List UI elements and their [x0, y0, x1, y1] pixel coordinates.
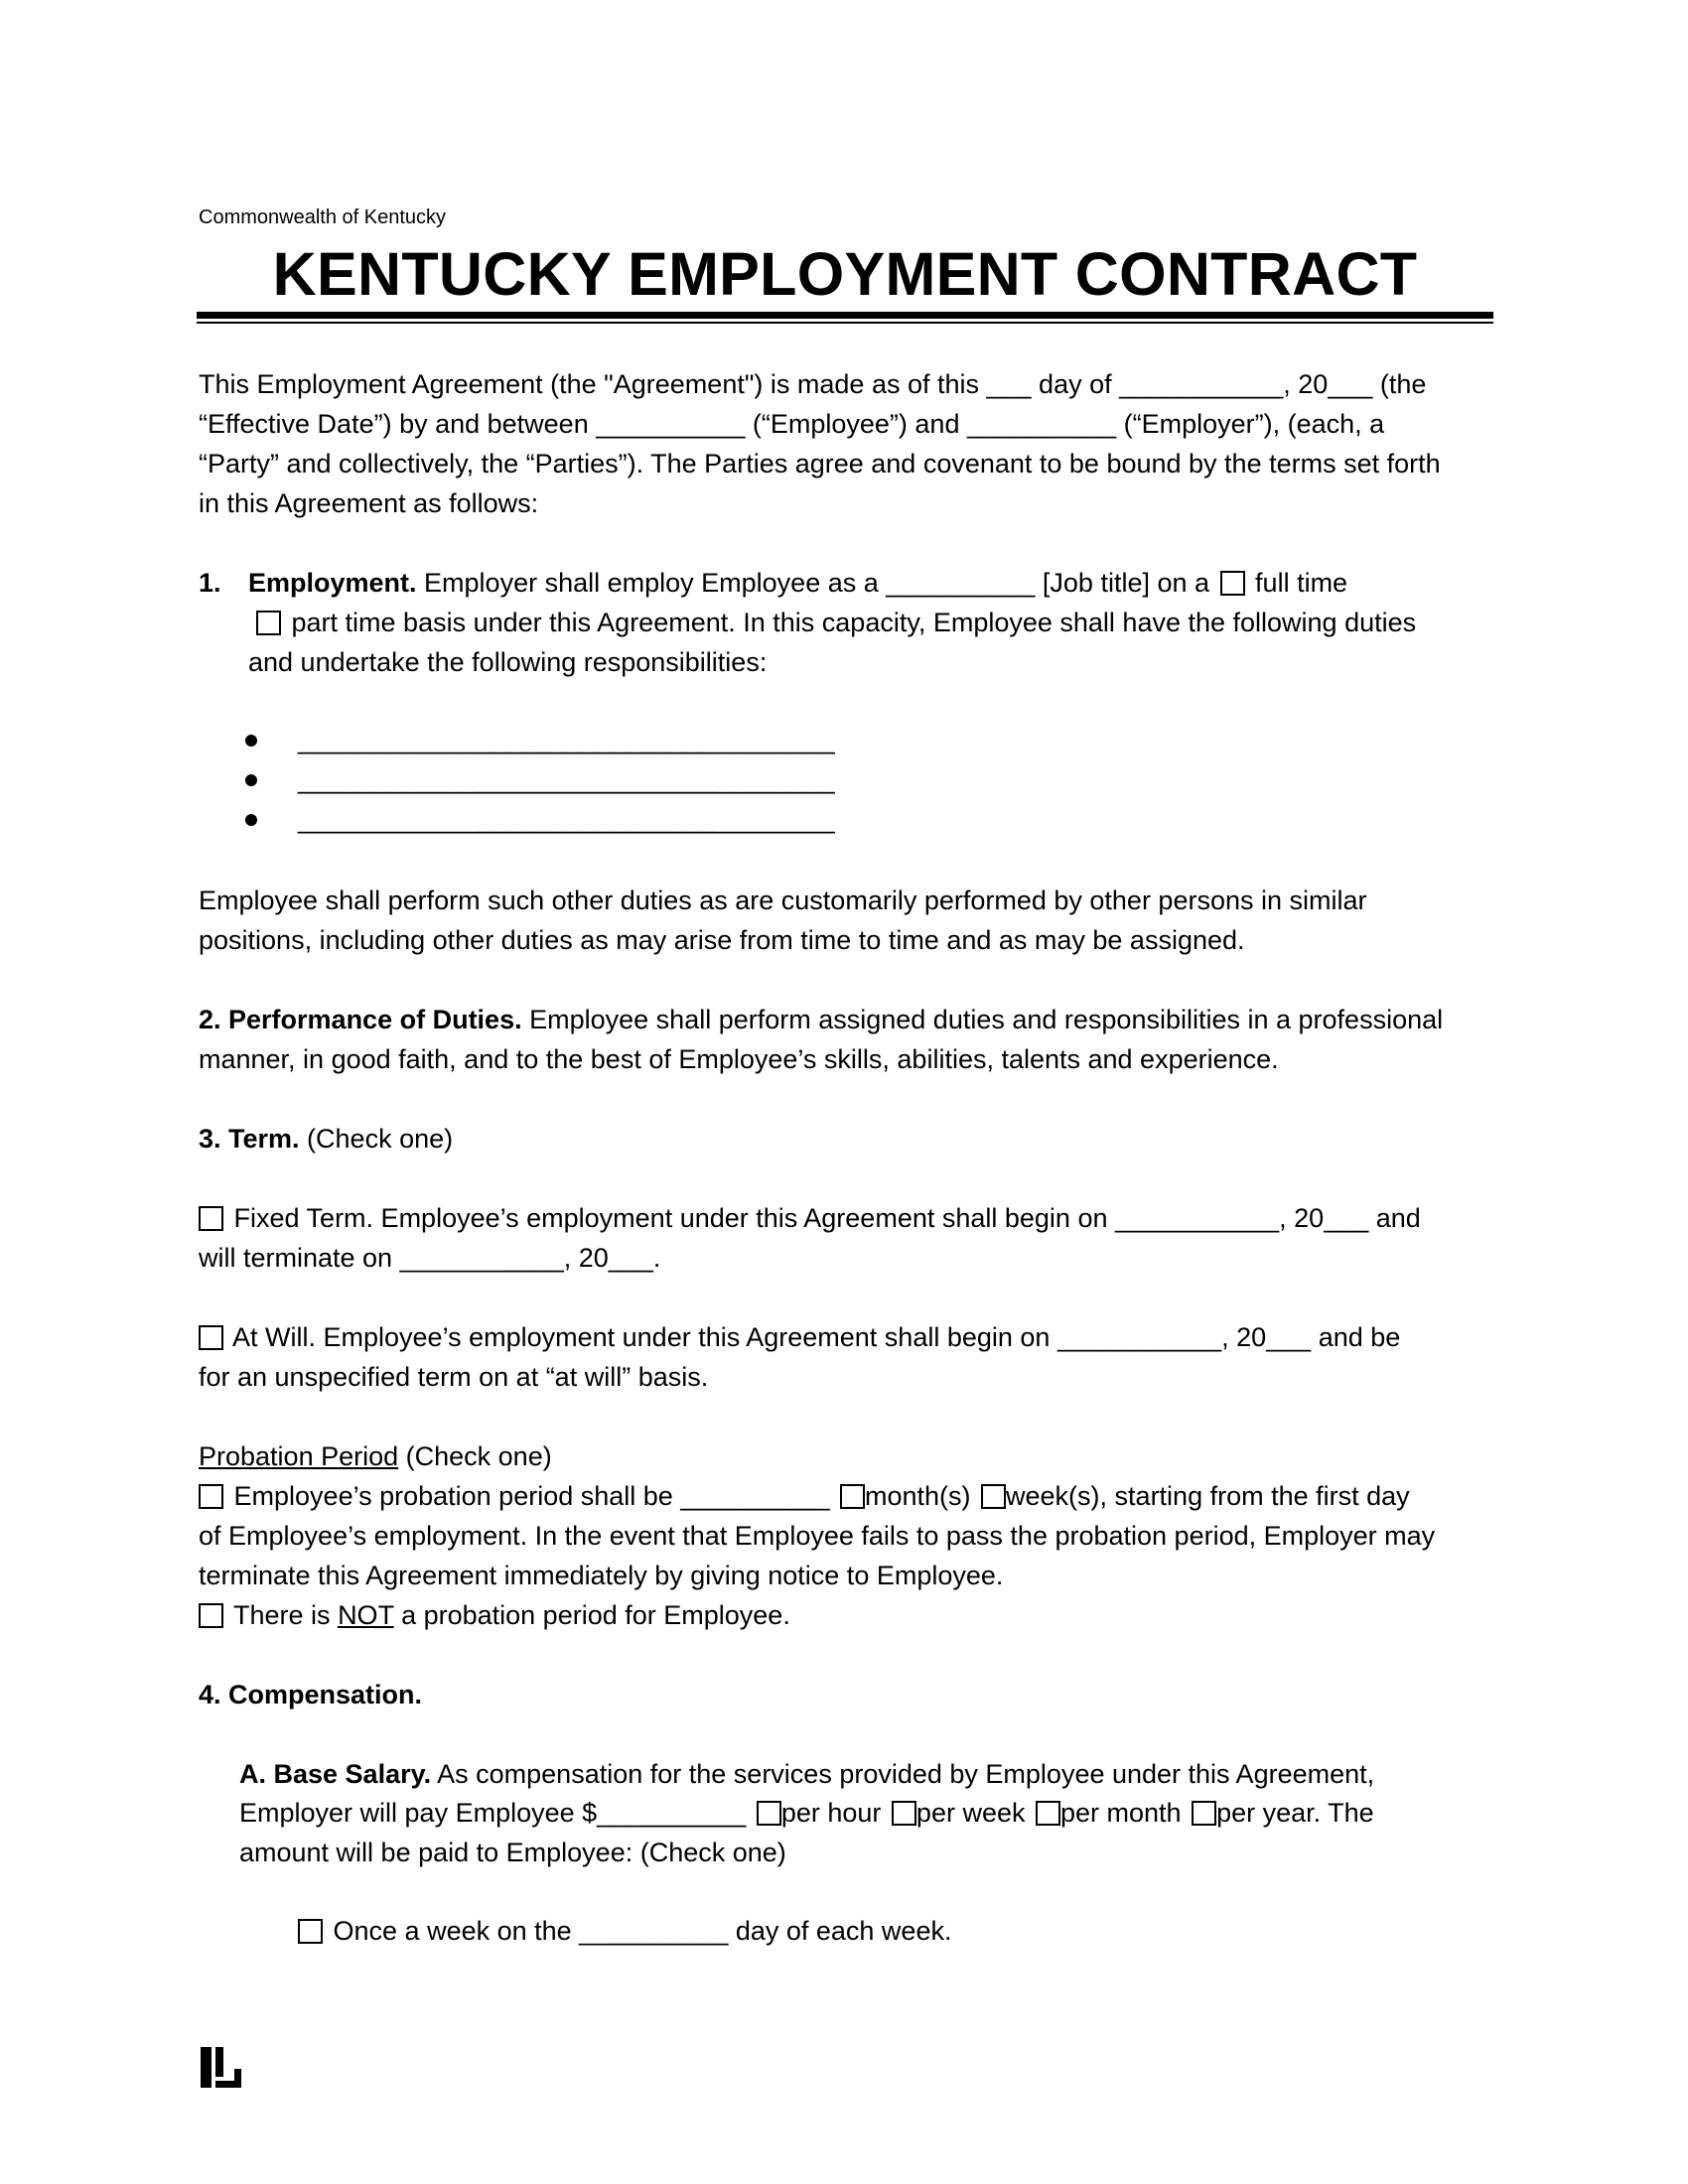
- section-1-line: [253, 603, 1416, 642]
- intro-line: “Effective Date”) by and between __________ (“Employee”) and __________ (“Employer”), (each, a: [199, 409, 1385, 439]
- section-2-line: [199, 1000, 1443, 1039]
- per-year-checkbox[interactable]: [1192, 1801, 1216, 1826]
- probation-months-checkbox[interactable]: [840, 1484, 865, 1509]
- intro-line: “Party” and collectively, the “Parties”). The Parties agree and covenant to be bound by the terms set forth: [199, 449, 1441, 478]
- fixed-term-checkbox[interactable]: [199, 1206, 223, 1231]
- fixed-term-text: Fixed Term. Employee’s employment under this Agreement shall begin on ___________, 20___ and: [233, 1203, 1421, 1233]
- jurisdiction-label: Commonwealth of Kentucky: [199, 206, 447, 228]
- base-salary-text: As compensation for the services provided by Employee under this Agreement,: [431, 1759, 1375, 1789]
- section-number: 1.: [199, 568, 221, 598]
- subsection-heading: A. Base Salary.: [239, 1759, 432, 1789]
- document-title: KENTUCKY EMPLOYMENT CONTRACT: [272, 240, 1418, 308]
- per-week-label: per week: [915, 1798, 1026, 1828]
- probation-line: terminate this Agreement immediately by giving notice to Employee.: [199, 1561, 1004, 1590]
- title-rule-thick: [197, 312, 1493, 319]
- section-1-line: and undertake the following responsibilities:: [248, 647, 768, 677]
- intro-line: in this Agreement as follows:: [199, 488, 539, 518]
- duty-blank[interactable]: ____________________________________: [298, 725, 835, 754]
- section-heading: 2. Performance of Duties.: [199, 1005, 522, 1034]
- section-3-heading-line: [199, 1119, 453, 1159]
- title-rule-thin: [197, 322, 1493, 324]
- section-heading: 4. Compensation.: [199, 1680, 423, 1709]
- weekly-text: Once a week on the __________ day of each week.: [333, 1916, 952, 1946]
- no-probation-text: There is: [233, 1600, 339, 1630]
- per-month-checkbox[interactable]: [1036, 1801, 1060, 1826]
- section-note: (Check one): [299, 1124, 454, 1154]
- probation-heading-line: [199, 1436, 552, 1476]
- full-time-checkbox[interactable]: [1220, 571, 1245, 596]
- section-text: Employer shall employ Employee as a __________ [Job title] on a: [416, 568, 1210, 598]
- probation-weeks-label: week(s), starting from the first day: [1006, 1481, 1410, 1511]
- probation-text: Employee’s probation period shall be __________: [233, 1481, 830, 1511]
- other-duties-line: positions, including other duties as may arise from time to time and as may be assigned.: [199, 925, 1245, 955]
- logo-icon: [201, 2047, 241, 2088]
- at-will-checkbox[interactable]: [199, 1325, 223, 1350]
- per-hour-label: per hour: [780, 1798, 882, 1828]
- intro-line: This Employment Agreement (the "Agreement") is made as of this ___ day of ___________, 20___ (the: [199, 369, 1427, 399]
- bullet-icon: [245, 814, 257, 826]
- duty-blank[interactable]: ____________________________________: [298, 764, 835, 794]
- weekly-payment-line: [298, 1911, 951, 1951]
- base-salary-line: [239, 1754, 1374, 1794]
- fixed-term-line: [199, 1198, 1421, 1238]
- bullet-icon: [245, 735, 257, 747]
- probation-heading: Probation Period: [199, 1441, 399, 1471]
- no-probation-text: a probation period for Employee.: [393, 1600, 790, 1630]
- per-hour-checkbox[interactable]: [757, 1801, 781, 1826]
- per-week-checkbox[interactable]: [892, 1801, 916, 1826]
- bullet-icon: [245, 774, 257, 786]
- other-duties-line: Employee shall perform such other duties as are customarily performed by other persons in similar: [199, 886, 1367, 915]
- probation-line: of Employee’s employment. In the event that Employee fails to pass the probation period, Employer may: [199, 1521, 1436, 1551]
- section-heading: Employment.: [248, 568, 417, 598]
- weekly-checkbox[interactable]: [298, 1919, 323, 1944]
- probation-months-label: month(s): [864, 1481, 971, 1511]
- at-will-line: for an unspecified term on at “at will” basis.: [199, 1362, 709, 1392]
- not-emphasis: NOT: [338, 1600, 394, 1630]
- base-salary-line: amount will be paid to Employee: (Check one): [239, 1838, 786, 1867]
- at-will-line: [199, 1317, 1400, 1357]
- no-probation-line: [199, 1595, 790, 1635]
- section-1-line: [248, 563, 1347, 603]
- probation-checkbox[interactable]: [199, 1484, 223, 1509]
- section-text: part time basis under this Agreement. In this capacity, Employee shall have the following duties: [291, 608, 1417, 637]
- probation-line: [199, 1476, 1410, 1516]
- no-probation-checkbox[interactable]: [199, 1603, 223, 1628]
- probation-note: (Check one): [398, 1441, 552, 1471]
- section-heading: 3. Term.: [199, 1124, 300, 1154]
- part-time-checkbox[interactable]: [256, 611, 281, 635]
- per-year-label: per year. The: [1216, 1798, 1374, 1828]
- base-salary-line: [239, 1793, 1374, 1833]
- full-time-label: full time: [1255, 568, 1348, 598]
- section-text: Employee shall perform assigned duties and responsibilities in a professional: [521, 1005, 1444, 1034]
- per-month-label: per month: [1060, 1798, 1182, 1828]
- at-will-text: At Will. Employee’s employment under this Agreement shall begin on ___________, 20___ and be: [232, 1322, 1401, 1352]
- fixed-term-line: will terminate on ___________, 20___.: [199, 1243, 661, 1273]
- section-2-line: manner, in good faith, and to the best of Employee’s skills, abilities, talents and experience.: [199, 1044, 1279, 1074]
- probation-weeks-checkbox[interactable]: [981, 1484, 1006, 1509]
- duty-blank[interactable]: ____________________________________: [298, 804, 835, 834]
- base-salary-text: Employer will pay Employee $__________: [239, 1798, 747, 1828]
